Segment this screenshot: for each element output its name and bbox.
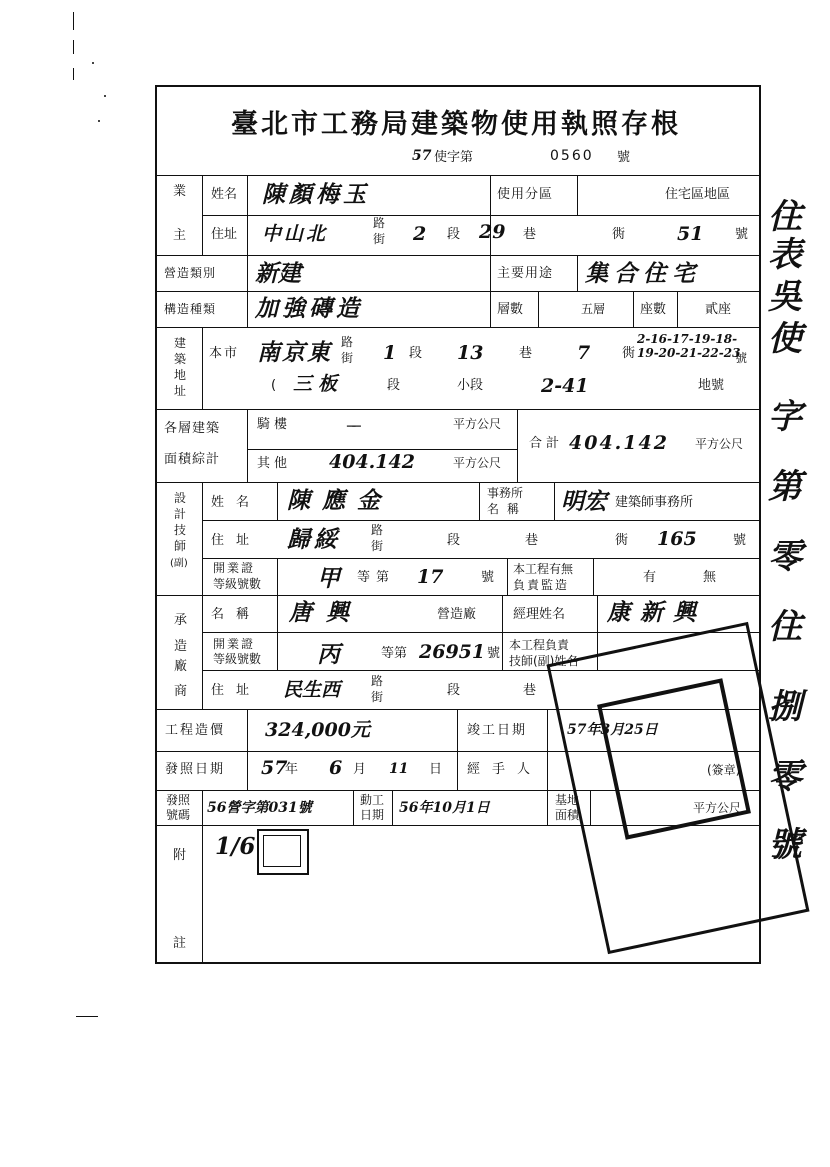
rule [202,175,203,255]
contractor-license-label-1: 開業證 [213,637,256,651]
permit-number: 0560 [550,148,594,164]
designer-label-3: 技 [174,523,187,537]
zone-value: 住宅區地區 [665,187,731,202]
rule [202,520,761,521]
side-char: 住 [768,197,802,237]
area-label-2: 面積綜計 [164,452,221,467]
base-label-1: 基地 [555,793,580,807]
owner-alley-label: 衖 [612,227,626,242]
handler-label: 經手人 [467,762,543,777]
designer-street-label: 街 [371,539,384,553]
seats-label: 座數 [640,302,667,317]
rule [247,175,248,255]
contractor-name: 唐興 [289,599,363,626]
contractor-name-label: 名稱 [211,607,262,622]
rule [517,409,518,482]
site-hao: 號 [735,351,748,365]
designer-alley-label: 衖 [615,533,629,548]
owner-road-label: 路 [373,216,386,230]
rule [202,482,203,709]
contractor-license-no: 26951 [419,641,486,663]
designer-label-2: 計 [174,507,187,521]
rule [577,175,578,215]
side-char: 使 [768,319,802,359]
rule [502,595,503,670]
rule [677,291,678,327]
struct-label: 構造種類 [164,302,217,316]
site-lane-label: 巷 [519,346,533,361]
contractor-license-grade: 丙 [317,641,340,668]
owner-addr-label: 住址 [211,227,238,242]
complete-label: 竣工日期 [467,723,528,738]
rule [457,751,458,790]
rule [392,790,393,825]
notes-label-top: 附 [173,848,187,863]
contractor-name-suffix: 營造廠 [437,607,477,622]
permit-hao: 號 [617,150,631,165]
designer-name-label: 姓名 [211,495,262,510]
arcade-value: ── [347,419,358,435]
scan-mark [92,62,94,64]
build-permit-label-2: 號碼 [166,808,191,822]
designer-license-label-1: 開業證 [213,561,256,575]
contractor-label-1: 承 [174,613,188,628]
issue-year-label: 年 [285,762,299,777]
owner-lane-label: 巷 [523,227,537,242]
supervision-value: 有 [643,570,657,585]
owner-label-bottom: 主 [173,228,187,243]
site-label-4: 址 [174,384,187,398]
site-label-2: 築 [174,352,187,366]
owner-addr-section: 2 [413,223,427,245]
side-char: 第 [768,467,802,507]
designer-license-label-2: 等級號數 [213,577,262,591]
rule [157,327,761,328]
rule [490,175,491,327]
rule [277,558,278,595]
rule [202,558,761,559]
site-label-3: 地 [174,368,187,382]
rule [247,409,248,482]
rule [547,751,548,790]
rule [247,751,248,790]
side-char: 字 [768,397,802,437]
owner-name-label: 姓名 [211,187,238,202]
supervision-label-2: 負責監造 [513,578,570,592]
owner-section-label: 段 [447,227,461,242]
complete-value: 57年3月25日 [567,722,658,738]
scan-mark [104,95,106,97]
arcade-label: 騎樓 [257,417,292,432]
contractor-addr-label: 住址 [211,683,262,698]
designer-label-5: (副) [170,558,188,569]
total-value: 404.142 [569,432,669,454]
rule [247,709,248,751]
owner-name: 陳顏梅玉 [262,181,370,208]
rule [157,595,761,596]
rule [277,482,278,520]
rule [547,709,548,751]
use-value: 集合住宅 [585,260,701,287]
area-label-1: 各層建築 [164,421,221,436]
type-label: 營造類別 [164,266,217,280]
designer-license-grade: 甲 [317,565,340,592]
designer-label-1: 設 [174,491,187,505]
side-char: 表 [768,235,802,275]
permit-word: 使字第 [434,150,474,165]
owner-label-top: 業 [173,184,187,199]
site-road-label: 路 [341,335,354,349]
rule [554,482,555,520]
rule [202,825,203,964]
start-label-1: 動工 [360,793,385,807]
contractor-lane-label: 巷 [523,683,537,698]
owner-street-label: 街 [373,232,386,246]
contractor-addr-road: 民生西 [283,679,341,701]
rule [202,632,761,633]
designer-license-mid: 等第 [357,570,396,585]
struct-value: 加強磚造 [255,295,363,322]
rule [457,709,458,751]
office-label-1: 事務所 [487,486,524,500]
site-section-label: 段 [409,346,423,361]
owner-addr-road: 中山北 [262,223,329,245]
seal-stamp-inner [263,835,301,867]
tech-label-1: 本工程負責 [509,638,570,652]
site-label-1: 建 [174,336,187,350]
issue-month-label: 月 [353,762,367,777]
start-value: 56年10月1日 [399,800,490,816]
issue-year: 57 [261,757,288,779]
site-land-no: 2-41 [541,375,589,397]
side-char: 零 [768,757,802,797]
issue-month: 6 [329,757,343,779]
supervision-label-1: 本工程有無 [513,562,574,576]
designer-name: 陳應金 [287,487,392,514]
rule [247,255,248,327]
designer-no-label: 號 [733,533,747,548]
other-value: 404.142 [329,451,415,473]
manager-label: 經理姓名 [513,607,566,622]
owner-addr-no: 51 [677,223,704,245]
rule [593,558,594,595]
base-unit: 平方公尺 [693,801,742,815]
side-char: 吳 [768,277,802,317]
contractor-license-hao: 號 [487,646,501,661]
site-alley-label: 衖 [622,346,636,361]
notes-label-bottom: 註 [173,936,187,951]
zone-label: 使用分區 [497,187,554,202]
notes-mark: 1/6 [215,833,256,860]
owner-addr-lane: 29 [479,221,506,243]
office-label-2: 名稱 [487,502,528,516]
designer-lane-label: 巷 [525,533,539,548]
rule [353,790,354,825]
site-small-section-label: 小段 [457,378,484,393]
rule [202,327,203,409]
owner-no-label: 號 [735,227,749,242]
scan-mark [73,68,74,80]
side-char: 零 [768,537,802,577]
scan-mark [76,1016,98,1017]
use-label: 主要用途 [497,266,554,281]
side-char: 住 [768,607,802,647]
designer-addr-label: 住址 [211,533,262,548]
cost-value: 324,000元 [265,719,370,741]
total-unit: 平方公尺 [695,437,744,451]
site-city: 本市 [209,346,240,361]
scan-mark [73,40,74,54]
designer-addr-no: 165 [657,528,697,550]
rule [547,790,548,825]
floors-label: 層數 [497,302,524,317]
start-label-2: 日期 [360,808,385,822]
issue-day-label: 日 [429,762,443,777]
contractor-label-3: 廠 [174,659,188,674]
contractor-road-label: 路 [371,674,384,688]
site-alley: 7 [577,342,591,364]
page-title: 臺北市工務局建築物使用執照存根 [231,109,681,140]
tech-label-2: 技師(副)姓名 [509,654,579,668]
side-char: 號 [768,825,802,865]
issue-label: 發照日期 [165,762,226,777]
rule [202,215,761,216]
site-land-no-label: 地號 [698,378,725,393]
site-land-section-label: 段 [387,378,401,393]
other-unit: 平方公尺 [453,456,502,470]
designer-license-no: 17 [417,566,444,588]
site-section: 1 [383,342,397,364]
contractor-street-label: 街 [371,690,384,704]
other-label: 其他 [257,456,292,471]
build-permit-label-1: 發照 [166,793,191,807]
sign-label: (簽章) [707,763,741,777]
rule [247,449,517,450]
rule [507,558,508,595]
site-road: 南京東 [257,339,332,366]
office-value: 明宏 [561,488,607,515]
designer-section-label: 段 [447,533,461,548]
contractor-license-mid: 等第 [381,646,408,661]
site-nums: 2-16-17-19-18-19-20-21-22-23 [637,332,741,360]
office-suffix: 建築師事務所 [615,495,694,510]
type-value: 新建 [255,260,301,287]
manager-name: 康新興 [607,599,706,626]
issue-day: 11 [389,761,409,777]
rule [577,255,578,291]
rule [277,595,278,670]
site-paren: ( [271,378,277,393]
site-lane: 13 [457,342,484,364]
total-label: 合計 [529,436,564,451]
designer-addr-road: 歸綏 [287,526,341,553]
base-label-2: 面積 [555,808,580,822]
scan-mark [98,120,100,122]
designer-road-label: 路 [371,523,384,537]
seats-value: 貳座 [705,302,732,317]
build-permit-value: 56營字第031號 [207,800,312,816]
rule [633,291,634,327]
permit-year: 57 [412,148,432,164]
contractor-label-2: 造 [174,639,188,654]
contractor-section-label: 段 [447,683,461,698]
rule [479,482,480,520]
contractor-license-label-2: 等級號數 [213,652,262,666]
scan-mark [73,12,74,30]
supervision-suffix: 無 [703,570,717,585]
contractor-label-4: 商 [174,684,188,699]
rule [538,291,539,327]
cost-label: 工程造價 [165,723,226,738]
floors-value: 五層 [581,302,606,316]
arcade-unit: 平方公尺 [453,417,502,431]
designer-license-hao: 號 [481,570,495,585]
designer-label-4: 師 [174,539,187,553]
site-street-label: 街 [341,351,354,365]
side-char: 捌 [768,687,802,727]
site-land-section: 三板 [293,373,344,395]
rule [202,790,203,825]
rule [157,482,761,483]
